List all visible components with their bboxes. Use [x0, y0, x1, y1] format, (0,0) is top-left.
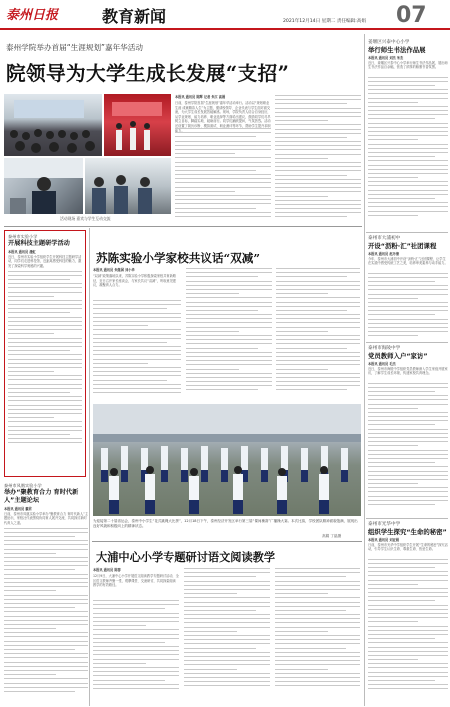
left-story-cont: [8, 271, 82, 461]
mid-story-title: 苏陈实验小学家校共议话“双减”: [96, 251, 261, 265]
mid-story-col-1: [93, 300, 181, 402]
mid-photo-exercise: [93, 404, 361, 516]
mid-bottom-rule: [92, 541, 362, 542]
lead-byline: 本报讯 通讯员 陈辉 记者 朱江 高娟: [175, 95, 226, 99]
right-column-divider: [364, 34, 365, 706]
mid-photo-credit: 高娟 丁晶摄: [322, 534, 342, 538]
right-story-2-body: 今年，泰州市大浦初中开设“沥粉·汇”社团课程，让学生在实践中感受传统工艺之美，培养审美素养与动手能力。: [368, 256, 448, 266]
right-rule-3: [366, 518, 448, 519]
right-story-4-title: 组织学生探究“生命的秘密”: [368, 528, 447, 536]
section-title: 教育新闻: [102, 7, 167, 26]
lead-photo-caption: 活动现场 嘉宾与学生互动交流: [60, 216, 111, 221]
lead-photo-students: [85, 158, 171, 214]
left-story-byline: 本报讯 通讯员 潘虹: [8, 250, 36, 254]
right-story-2-label: 泰州市大浦初中: [368, 236, 401, 241]
right-rule-1: [366, 232, 448, 233]
right-story-4-byline: 本报讯 通讯员 刘亚娟: [368, 538, 399, 542]
left-story-label: 泰州市实验小学: [8, 234, 38, 239]
left-story2-byline: 本报讯 通讯员 戴君: [4, 507, 32, 511]
right-story-1: [368, 40, 448, 229]
right-story-2-cont: [368, 273, 448, 345]
bottom-story-title: 大浦中心小学专题研讨语文阅读教学: [96, 550, 276, 564]
bottom-story-col-1: [93, 600, 179, 700]
right-story-1-label: 姜堰区兴泰中心小学: [368, 40, 410, 45]
issue-date: 2021年12月14日 星期二 责任编辑:高娟: [283, 19, 366, 24]
right-story-3-cont: [368, 383, 448, 521]
right-story-4-body: 日前，泰州市光华中学组织学生开展“生命的秘密”探究活动，引导学生认识生命、尊重生命、热爱生命。: [368, 542, 448, 552]
bottom-story-col-2: [184, 568, 270, 700]
lead-headline: 院领导为大学生成长发展“支招”: [6, 62, 290, 85]
mid-story-body: “双减”政策落地以来，苏陈实验小学积极探索家校共育新路径，近日召开家长座谈会，与家长共议“双减”，听取意见建议，凝聚育人合力。: [93, 274, 176, 288]
lead-photo-speaker: [4, 158, 83, 214]
left-story2-cont: [4, 528, 88, 706]
lead-body-cont-2: [275, 95, 361, 226]
bottom-story-body: 12月9日，大浦中心小学开展语文阅读教学专题研讨活动，全区语文教师齐聚一堂，观摩课堂、交流研讨，共同探索阅读教学的有效路径。: [93, 574, 179, 588]
right-story-4-label: 泰州市光华中学: [368, 522, 401, 527]
bottom-story-col-3: [275, 568, 360, 700]
right-story-1-body: 近日，姜堰区兴泰中心小学举行师生书法作品展，展出师生书法作品百余幅，营造了浓厚的翰墨书香氛围。: [368, 60, 448, 70]
masthead-rule: [0, 28, 450, 30]
right-story-4-cont: [368, 559, 448, 707]
page-number: 07: [396, 3, 427, 28]
left-story-title: 开展科技主题研学活动: [8, 240, 70, 247]
left-story2: [4, 483, 88, 706]
mid-story-col-2: [186, 268, 272, 402]
left-story2-label: 泰州市凤凰实验小学: [4, 483, 42, 488]
left-story-box: [4, 230, 86, 477]
lead-bottom-rule: [4, 226, 362, 227]
newspaper-logo: 泰州日报: [6, 8, 59, 23]
lead-body: 日前，泰州学院首届“生涯规划”嘉年华活动举行。活动以“规划职业生涯 成就精彩人生”为主题，邀请校领导、企业代表与学生面对面交流，为大学生成长发展答疑解惑。现场，学院负责人结合自身经历，从学业规划、能力培养、职业选择等方面给出建议，鼓励同学们尽早树立目标，脚踏实地、砥砺前行。同学们踊跃提问，气氛热烈。活动还设置了简历诊断、模拟面试、职业测评等环节，帮助学生提升求职能力。: [175, 101, 271, 133]
right-rule-2: [366, 342, 448, 343]
right-story-3: [368, 346, 448, 521]
right-story-2-byline: 本报讯 通讯员 赵丹清: [368, 252, 399, 256]
right-story-1-title: 举行师生书法作品展: [368, 46, 426, 54]
left-story2-title: 举办“聚教育合力 育时代新人”主题论坛: [4, 489, 79, 504]
lead-body-cont-1: [175, 128, 271, 226]
lead-photo-stage: [104, 94, 171, 156]
right-story-3-title: 党员教师入户“家访”: [368, 352, 428, 360]
left-story-body: 近日，泰州市实验小学组织学生开展科技主题研学活动，同学们走进科技馆，近距离感受科技的魅力，激发了探索科学奥秘的兴趣。: [8, 254, 82, 268]
mid-photo-caption: 为迎接第二十届省运会，泰州中小学生“花式跳绳大比拼”，12月18日下午，泰州经济开发区举行第三届“课间操赛”广播操大赛。本次比赛，学校团队精神面貌饱满，展现出良好风貌和积极向上的精神状态。: [93, 519, 358, 528]
left-story2-body: 日前，泰州市凤凰实验小学举办“聚教育合力 育时代新人”主题论坛，家校社代表围绕协同育人展开交流，共同探讨新时代育人之道。: [4, 511, 89, 525]
right-story-2: [368, 236, 448, 345]
left-column-divider: [89, 228, 90, 706]
mid-story-col-3: [276, 268, 360, 402]
bottom-story-byline: 本报讯 通讯员 陈蓉: [93, 568, 121, 572]
lead-kicker: 泰州学院举办首届“生涯规划”嘉年华活动: [6, 43, 143, 52]
right-story-1-cont: [368, 77, 448, 229]
right-story-1-byline: 本报讯 通讯员 刘杰 朱杰: [368, 56, 404, 60]
right-story-3-label: 泰州市海陵中学: [368, 346, 401, 351]
right-story-3-byline: 本报讯 通讯员 毛杰: [368, 362, 396, 366]
mid-story-byline: 本报讯 通讯员 朱继国 刘小华: [93, 268, 135, 272]
right-story-4: [368, 522, 448, 707]
right-story-3-body: 近日，泰州市海陵中学组织党员教师深入学生家庭开展家访，了解学生成长环境，传递家校共育理念。: [368, 366, 448, 376]
right-story-2-title: 开设“沥粉·汇”社团课程: [368, 242, 437, 250]
lead-photo-audience: [4, 94, 102, 156]
